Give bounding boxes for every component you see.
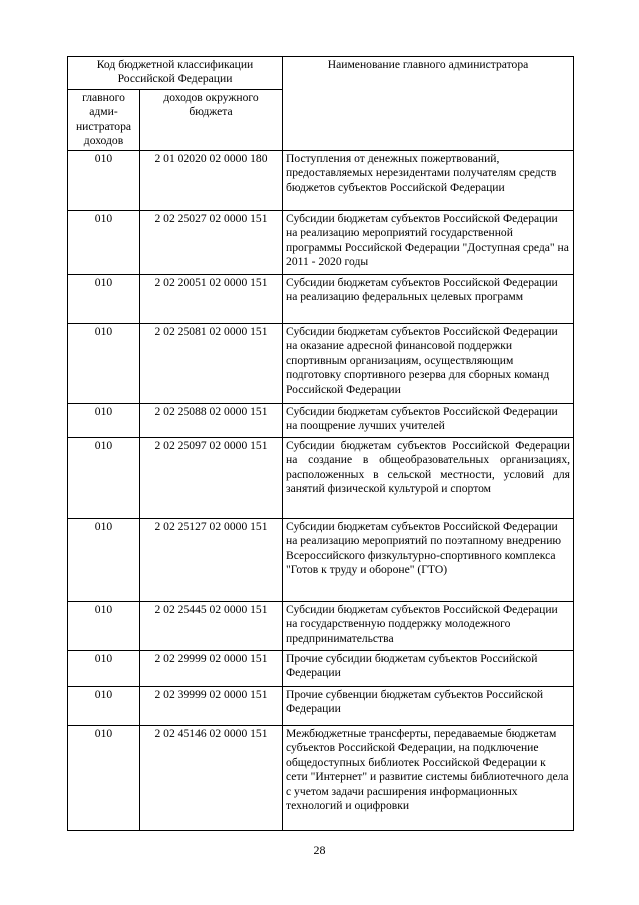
admin-code-cell: 010 (68, 687, 140, 726)
admin-code-cell: 010 (68, 275, 140, 324)
budget-code-cell: 2 02 25097 02 0000 151 (140, 438, 283, 519)
administrator-name-cell: Поступления от денежных пожертвований, предоставляемых нерезидентами получателям средств бюджетов субъектов Российской Федерации (283, 151, 574, 211)
budget-code-cell: 2 02 25127 02 0000 151 (140, 519, 283, 602)
administrator-name-cell: Субсидии бюджетам субъектов Российской Федерации на реализацию мероприятий государственной программы Российской Федерации "Доступная среда" на 2011 - 2020 годы (283, 211, 574, 275)
table-row (68, 324, 574, 404)
admin-code-cell: 010 (68, 404, 140, 438)
budget-code-cell: 2 02 39999 02 0000 151 (140, 687, 283, 726)
budget-code-cell: 2 02 25088 02 0000 151 (140, 404, 283, 438)
admin-code-cell: 010 (68, 324, 140, 404)
budget-classification-table (67, 56, 574, 831)
budget-code-cell: 2 02 25445 02 0000 151 (140, 602, 283, 651)
table-row (68, 519, 574, 602)
table-row (68, 602, 574, 651)
administrator-name-cell: Межбюджетные трансферты, передаваемые бюджетам субъектов Российской Федерации, на подключение общедоступных библиотек Российской Федерации к сети "Интернет" и развитие системы библиотечного дела с учетом задачи расширения информационных технологий и оцифровки (283, 726, 574, 831)
table-row (68, 651, 574, 687)
budget-code-cell: 2 02 45146 02 0000 151 (140, 726, 283, 831)
budget-code-cell: 2 02 25081 02 0000 151 (140, 324, 283, 404)
administrator-name-cell: Субсидии бюджетам субъектов Российской Федерации на реализацию федеральных целевых программ (283, 275, 574, 324)
administrator-name-cell: Субсидии бюджетам субъектов Российской Федерации на реализацию мероприятий по поэтапному внедрению Всероссийского физкультурно-спортивного комплекса "Готов к труду и обороне" (ГТО) (283, 519, 574, 602)
administrator-name-cell: Субсидии бюджетам субъектов Российской Федерации на государственную поддержку молодежного предпринимательства (283, 602, 574, 651)
administrator-name-cell: Субсидии бюджетам субъектов Российской Федерации на оказание адресной финансовой поддержки спортивным организациям, осуществляющим подготовку спортивного резерва для сборных команд Российской Федерации (283, 324, 574, 404)
table-row (68, 404, 574, 438)
table-row (68, 726, 574, 831)
header-row-group (68, 57, 574, 90)
budget-code-cell: 2 02 20051 02 0000 151 (140, 275, 283, 324)
admin-code-cell: 010 (68, 211, 140, 275)
administrator-name-cell: Прочие субсидии бюджетам субъектов Российской Федерации (283, 651, 574, 687)
administrator-name-cell: Прочие субвенции бюджетам субъектов Российской Федерации (283, 687, 574, 726)
budget-code-cell: 2 01 02020 02 0000 180 (140, 151, 283, 211)
admin-code-cell: 010 (68, 726, 140, 831)
header-administrator-name: Наименование главного администратора (283, 57, 574, 151)
table-row (68, 687, 574, 726)
admin-code-cell: 010 (68, 438, 140, 519)
admin-code-cell: 010 (68, 602, 140, 651)
table-row (68, 151, 574, 211)
admin-code-cell: 010 (68, 651, 140, 687)
table-row (68, 275, 574, 324)
table-row (68, 438, 574, 519)
administrator-name-cell: Субсидии бюджетам субъектов Российской Федерации на поощрение лучших учителей (283, 404, 574, 438)
admin-code-cell: 010 (68, 519, 140, 602)
admin-code-cell: 010 (68, 151, 140, 211)
budget-code-cell: 2 02 29999 02 0000 151 (140, 651, 283, 687)
header-budget-code-group: Код бюджетной классификации Российской Федерации (68, 57, 283, 90)
administrator-name-cell: Субсидии бюджетам субъектов Российской Федерации на создание в общеобразовательных организациях, расположенных в сельской местности, условий для занятий физической культурой и спортом (283, 438, 574, 519)
table-row (68, 211, 574, 275)
page-number: 28 (313, 843, 326, 857)
budget-code-cell: 2 02 25027 02 0000 151 (140, 211, 283, 275)
header-main-administrator: главного адми-нистратора доходов (68, 90, 140, 151)
header-district-budget-revenue: доходов окружного бюджета (140, 90, 283, 151)
